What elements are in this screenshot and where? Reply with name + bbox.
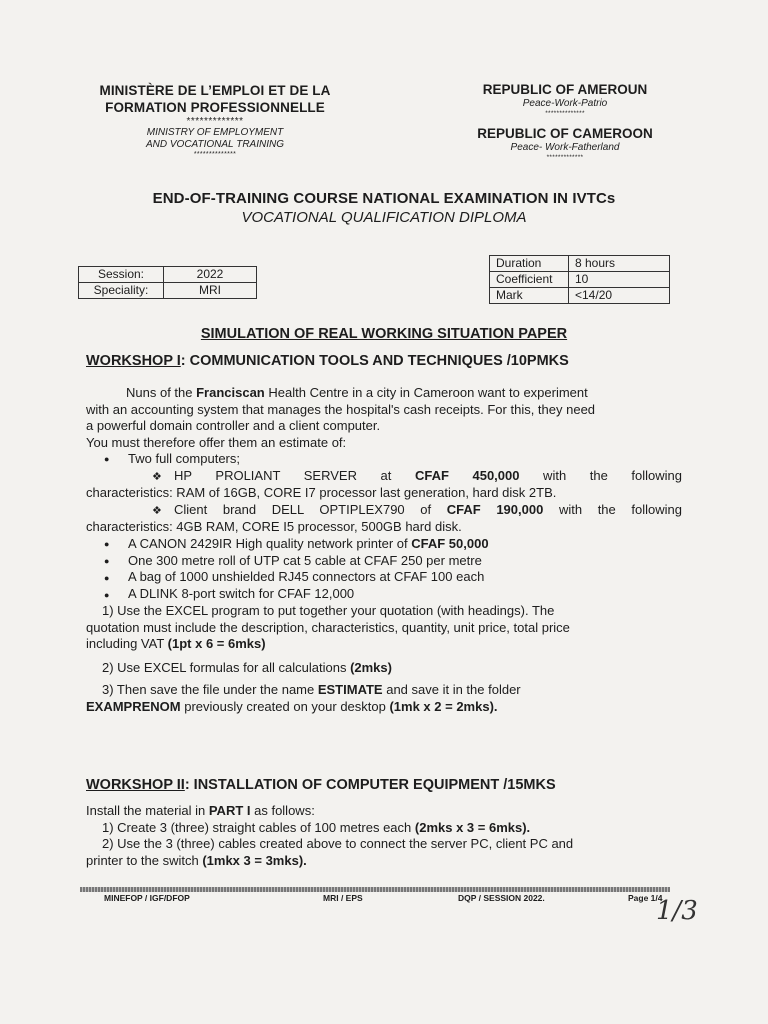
paragraph: EXAMPRENOM previously created on your desktop (1mk x 2 = 2mks). (86, 698, 498, 714)
list-item: ● One 300 metre roll of UTP cat 5 cable at CFAF 250 per metre (104, 552, 482, 568)
table-row (490, 288, 670, 304)
paragraph: You must therefore offer them an estimate of: (86, 434, 347, 450)
workshop1-label: WORKSHOP I (86, 353, 181, 369)
footer-divider (80, 887, 670, 892)
coefficient-value: 10 (569, 272, 670, 288)
duration-value: 8 hours (569, 256, 670, 272)
exam-subtitle: VOCATIONAL QUALIFICATION DIPLOMA (241, 209, 527, 226)
duration-table (489, 255, 670, 304)
separator-stars: ************* (186, 116, 244, 127)
republic-name-en: REPUBLIC OF CAMEROON (477, 126, 653, 141)
workshop1-title: : COMMUNICATION TOOLS AND TECHNIQUES /10PMKS (180, 353, 569, 369)
workshop1-heading (86, 353, 569, 369)
duration-label: Duration (490, 256, 569, 272)
question-1: 1) Use the EXCEL program to put together your quotation (with headings). The (102, 603, 555, 619)
paragraph: with an accounting system that manages the hospital's cash receipts. For this, they need (86, 401, 596, 417)
question-1: 1) Create 3 (three) straight cables of 100 metres each (2mks x 3 = 6mks). (102, 819, 531, 835)
question-3: 3) Then save the file under the name ESTIMATE and save it in the folder (102, 682, 521, 698)
list-item: ❖ Client brand DELL OPTIPLEX790 of CFAF 190,000 with the following (86, 502, 682, 520)
table-row (490, 256, 670, 272)
workshop2-title: : INSTALLATION OF COMPUTER EQUIPMENT /15MKS (184, 777, 556, 793)
paragraph: including VAT (1pt x 6 = 6mks) (86, 636, 266, 652)
motto-fr: Peace-Work-Patrio (522, 98, 608, 109)
speciality-label: Speciality: (79, 283, 164, 299)
motto-en: Peace- Work-Fatherland (510, 142, 620, 153)
mark-label: Mark (490, 288, 569, 304)
footer-right: DQP / SESSION 2022. (458, 893, 545, 903)
separator-stars: ************* (546, 154, 584, 161)
table-row (79, 283, 257, 299)
mark-value: <14/20 (569, 288, 670, 304)
speciality-value: MRI (164, 283, 257, 299)
ministry-header (80, 82, 350, 159)
exam-title: END-OF-TRAINING COURSE NATIONAL EXAMINATION IN IVTCs (152, 190, 616, 207)
republic-name-fr: REPUBLIC OF AMEROUN (482, 82, 648, 97)
republic-header (460, 82, 670, 162)
ministry-name-en-line2: AND VOCATIONAL TRAINING (146, 139, 284, 150)
question-2: 2) Use EXCEL formulas for all calculations (2mks) (102, 659, 392, 675)
session-label: Session: (79, 267, 164, 283)
list-item: ● A bag of 1000 unshielded RJ45 connectors at CFAF 100 each (104, 569, 485, 585)
diamond-bullet-icon: ❖ (152, 504, 162, 517)
list-item: ● A CANON 2429IR High quality network printer of CFAF 50,000 (104, 535, 489, 551)
ministry-name-fr-line1: MINISTÈRE DE L’EMPLOI ET DE LA (99, 83, 331, 98)
ministry-name-en-line1: MINISTRY OF EMPLOYMENT (146, 127, 284, 138)
question-2: 2) Use the 3 (three) cables created above to connect the server PC, client PC and (102, 836, 574, 851)
bullet-icon: ● (104, 572, 110, 583)
bullet-icon: ● (104, 589, 110, 600)
paragraph: a powerful domain controller and a client computer. (86, 418, 381, 433)
separator-stars: ************** (545, 110, 585, 117)
table-row (79, 267, 257, 283)
workshop2-label: WORKSHOP II (86, 777, 185, 793)
workshop1-body (86, 385, 682, 715)
diamond-bullet-icon: ❖ (152, 470, 162, 483)
coefficient-label: Coefficient (490, 272, 569, 288)
table-row (490, 272, 670, 288)
paragraph: characteristics: RAM of 16GB, CORE I7 processor last generation, hard disk 2TB. (86, 485, 557, 501)
session-value: 2022 (164, 267, 257, 283)
list-item: ● A DLINK 8-port switch for CFAF 12,000 (104, 586, 355, 602)
list-item: ● Two full computers; (104, 451, 240, 466)
workshop2-body (86, 803, 682, 869)
separator-stars: ************** (193, 151, 237, 158)
footer-center: MRI / EPS (323, 893, 363, 903)
bullet-icon: ● (104, 555, 110, 566)
bullet-icon: ● (104, 454, 110, 465)
paragraph: printer to the switch (1mkx 3 = 3mks). (86, 852, 307, 868)
paragraph: characteristics: 4GB RAM, CORE I5 processor, 500GB hard disk. (86, 519, 462, 535)
paragraph: Install the material in PART I as follows: (86, 803, 315, 818)
footer-left: MINEFOP / IGF/DFOP (104, 893, 190, 903)
ministry-name-fr-line2: FORMATION PROFESSIONNELLE (105, 100, 325, 115)
handwritten-page-note: 1/3 (656, 896, 698, 926)
workshop2-heading (86, 777, 556, 793)
paragraph: Nuns of the Franciscan Health Centre in a city in Cameroon want to experiment (126, 385, 588, 400)
session-table (78, 266, 257, 299)
list-item: ❖ HP PROLIANT SERVER at CFAF 450,000 with the following (86, 468, 682, 486)
bullet-icon: ● (104, 539, 110, 550)
paragraph: quotation must include the description, characteristics, quantity, unit price, total price (86, 619, 570, 635)
page-number: Page 1/4 (628, 893, 663, 903)
paper-title: SIMULATION OF REAL WORKING SITUATION PAPER (200, 326, 568, 342)
